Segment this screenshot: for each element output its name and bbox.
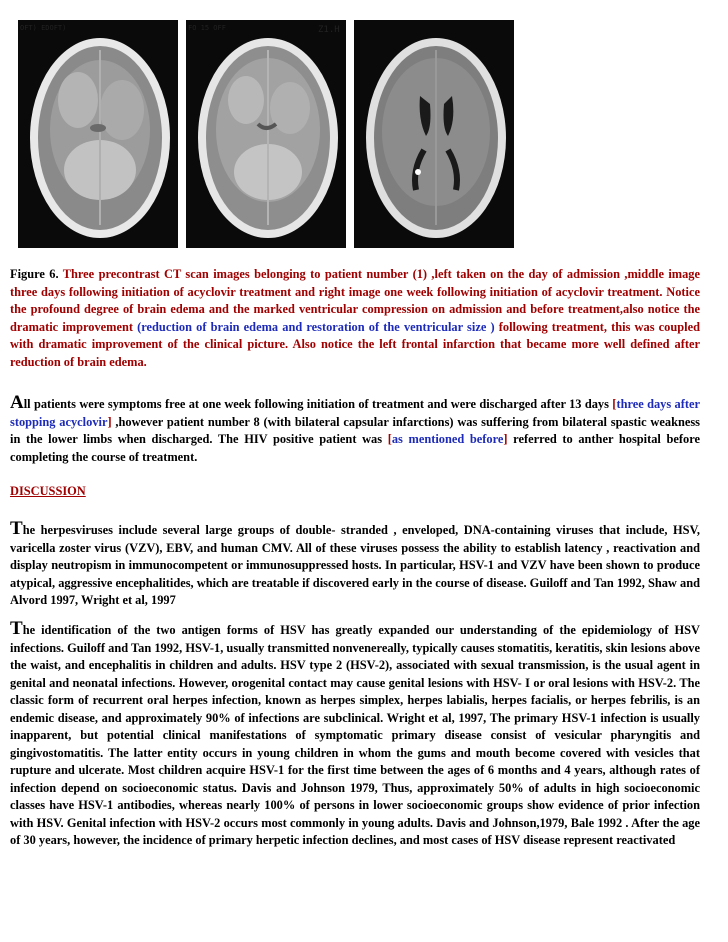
figure-label: Figure 6. [10, 267, 59, 281]
discussion-paragraph-2 [10, 620, 700, 850]
para1-note-1: three days after stopping acyclovir [10, 397, 700, 429]
para1-bracket-4: ] [503, 432, 508, 446]
film-mark-left: OFT) EDOFT) [20, 24, 67, 32]
discussion-paragraph-1 [10, 520, 700, 610]
para1-bracket-1: [ [612, 397, 617, 411]
para1-bracket-3: [ [387, 432, 392, 446]
para1-text-3: referred to anther hospital before completing the course of treatment. [10, 432, 700, 464]
caption-text-1: Three precontrast CT scan images belonging to patient number (1) ,left taken on the day of admission ,middle image three days following initiation of acyclovir treatment and right image one week following initiation of acyclovir treatment. Notice the profound degree of brain edema and the marked ventricular compression on admission and before treatment,also notice the dramatic improvement [10, 267, 700, 334]
para1-bracket-2: ] [107, 414, 112, 429]
drop-initial: A [10, 392, 24, 413]
ct-scan-left-image [18, 20, 178, 248]
para1-text-1: ll patients were symptoms free at one week following initiation of treatment and were discharged after 13 days [23, 397, 613, 411]
para3-text: he identification of the two antigen forms of HSV has greatly expanded our understanding of the epidemiology of HSV infections. Guiloff and Tan 1992, HSV-1, usually transmitted nonvenereally, typically causes stomatitis, keratitis, skin lesions above the waist, and encephalitis in children and adults. HSV type 2 (HSV-2), associated with sexual transmission, is the usual agent in genital and neonatal infections. However, orogenital contact may cause genital lesions with HSV- I or oral lesions with HSV-2. The classic form of recurrent oral herpes infection, known as herpes simplex, herpes labialis, herpes facialis, or herpes febrilis, is an endemic disease, and approximately 90% of infections are subclinical. Wright et al, 1997, The primary HSV-1 infection is usually inapparent, but potential clinical manifestations of symptomatic primary disease consist of vesicular pharyngitis and gingivostomatitis. The latter entity occurs in young children in whom the gums and mouth become covered with vesicles that rupture and ulcerate. Most children acquire HSV-1 for the first time between the ages of 6 months and 4 years, although rates of infection depend on socioeconomic status. Davis and Johnson 1979, Thus, approximately 50% of adults in high socioeconomic classes have HSV-1 antibodies, whereas nearly 100% of persons in lower socioeconomic groups show evidence of prior infection with HSV. Genital infection with HSV-2 occurs most commonly in young adults. Davis and Johnson,1979, Bale 1992 . After the age of 30 years, however, the incidence of primary herpetic infection declines, and most cases of HSV disease represent reactivated [10, 623, 700, 847]
ct-scan-right-image [354, 20, 514, 248]
caption-text-3: following treatment, this was coupled with dramatic improvement of the clinical picture. Also notice the left frontal infarction that became more well defined after reduction of brain edema. [10, 319, 700, 369]
ct-scan-left [18, 20, 178, 248]
figure-caption [10, 266, 700, 371]
ct-figure [18, 20, 688, 250]
para1-note-2: as mentioned before [391, 432, 504, 446]
ct-scan-middle [186, 20, 346, 248]
discussion-heading: DISCUSSION [10, 484, 86, 498]
film-mark-middle-right: Z1.H [318, 25, 340, 35]
drop-initial: T [10, 618, 23, 639]
results-paragraph [10, 394, 700, 466]
ct-scan-middle-image [186, 20, 346, 248]
caption-text-2: (reduction of brain edema and restoration of the ventricular size ) [137, 319, 495, 334]
film-mark-middle: FO 15 OFF [188, 24, 226, 32]
ct-scan-right [354, 20, 514, 248]
para1-text-2: ,however patient number 8 (with bilateral capsular infarctions) was suffering from bilateral spastic weakness in the lower limbs when discharged. The HIV positive patient was [10, 414, 700, 446]
drop-initial: T [10, 518, 23, 539]
para2-text: he herpesviruses include several large groups of double- stranded , enveloped, DNA-containing viruses that include, HSV, varicella zoster virus (VZV), EBV, and human CMV. All of these viruses possess the ability to establish latency , reactivation and display neutropism in immunocompetent or immunosuppressed hosts. In particular, HSV-1 and VZV have been shown to produce atypical, aggressive encephalitides, which are treatable if discovered early in the course of disease. Guiloff and Tan 1992, Shaw and Alvord 1997, Wright et al, 1997 [10, 523, 700, 607]
